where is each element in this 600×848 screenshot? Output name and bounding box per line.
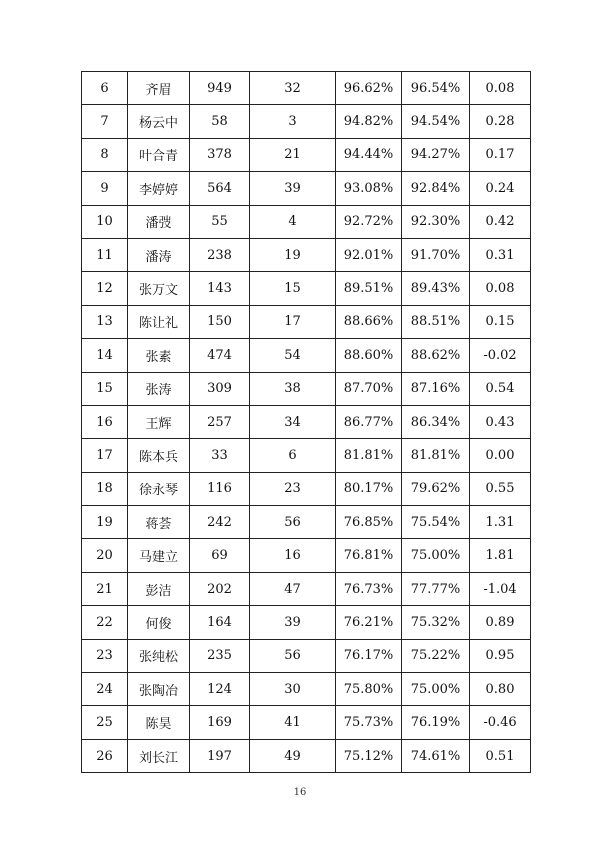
table-row	[82, 72, 531, 105]
count-cell: 474	[190, 339, 250, 372]
table-row	[82, 673, 531, 706]
rate-b-cell: 89.43%	[402, 272, 470, 305]
rank-cell: 20	[82, 539, 128, 572]
name-cell: 蒋荟	[128, 506, 190, 539]
diff-cell: 0.95	[470, 639, 531, 672]
diff-cell: -0.02	[470, 339, 531, 372]
count-cell: 242	[190, 506, 250, 539]
count-cell: 378	[190, 138, 250, 171]
rate-b-cell: 91.70%	[402, 238, 470, 271]
rate-b-cell: 76.19%	[402, 706, 470, 739]
diff-cell: 0.51	[470, 739, 531, 772]
name-cell: 张素	[128, 339, 190, 372]
count-cell: 197	[190, 739, 250, 772]
count-cell: 169	[190, 706, 250, 739]
name-cell: 潘弢	[128, 205, 190, 238]
count-cell: 257	[190, 405, 250, 438]
name-cell: 杨云中	[128, 105, 190, 138]
diff-cell: 0.43	[470, 405, 531, 438]
name-cell: 陈让礼	[128, 305, 190, 338]
count-cell: 143	[190, 272, 250, 305]
table-row	[82, 405, 531, 438]
sub-count-cell: 56	[250, 639, 336, 672]
table-row	[82, 238, 531, 271]
sub-count-cell: 6	[250, 439, 336, 472]
sub-count-cell: 41	[250, 706, 336, 739]
rank-cell: 16	[82, 405, 128, 438]
sub-count-cell: 39	[250, 172, 336, 205]
diff-cell: 0.15	[470, 305, 531, 338]
count-cell: 235	[190, 639, 250, 672]
rank-cell: 18	[82, 472, 128, 505]
table-row	[82, 339, 531, 372]
rate-a-cell: 96.62%	[336, 72, 402, 105]
rate-a-cell: 76.81%	[336, 539, 402, 572]
table-row	[82, 172, 531, 205]
sub-count-cell: 34	[250, 405, 336, 438]
count-cell: 164	[190, 606, 250, 639]
table-row	[82, 105, 531, 138]
sub-count-cell: 30	[250, 673, 336, 706]
name-cell: 张涛	[128, 372, 190, 405]
rate-a-cell: 93.08%	[336, 172, 402, 205]
rate-b-cell: 79.62%	[402, 472, 470, 505]
table-row	[82, 739, 531, 772]
rank-cell: 7	[82, 105, 128, 138]
sub-count-cell: 17	[250, 305, 336, 338]
diff-cell: 1.81	[470, 539, 531, 572]
table-row	[82, 606, 531, 639]
table-row	[82, 706, 531, 739]
rank-cell: 17	[82, 439, 128, 472]
sub-count-cell: 38	[250, 372, 336, 405]
table-row	[82, 138, 531, 171]
rate-a-cell: 75.80%	[336, 673, 402, 706]
rank-cell: 15	[82, 372, 128, 405]
diff-cell: 0.54	[470, 372, 531, 405]
sub-count-cell: 21	[250, 138, 336, 171]
name-cell: 彭洁	[128, 572, 190, 605]
count-cell: 33	[190, 439, 250, 472]
sub-count-cell: 47	[250, 572, 336, 605]
count-cell: 238	[190, 238, 250, 271]
rate-a-cell: 76.17%	[336, 639, 402, 672]
rate-a-cell: 94.44%	[336, 138, 402, 171]
rate-a-cell: 86.77%	[336, 405, 402, 438]
name-cell: 张万文	[128, 272, 190, 305]
rate-a-cell: 88.66%	[336, 305, 402, 338]
diff-cell: 0.42	[470, 205, 531, 238]
rate-a-cell: 88.60%	[336, 339, 402, 372]
score-table	[81, 71, 531, 773]
diff-cell: 0.00	[470, 439, 531, 472]
rate-b-cell: 96.54%	[402, 72, 470, 105]
table-row	[82, 439, 531, 472]
table-row	[82, 472, 531, 505]
rate-a-cell: 87.70%	[336, 372, 402, 405]
rate-a-cell: 76.85%	[336, 506, 402, 539]
rank-cell: 25	[82, 706, 128, 739]
rate-b-cell: 77.77%	[402, 572, 470, 605]
sub-count-cell: 56	[250, 506, 336, 539]
name-cell: 潘涛	[128, 238, 190, 271]
rank-cell: 13	[82, 305, 128, 338]
rate-b-cell: 75.22%	[402, 639, 470, 672]
sub-count-cell: 19	[250, 238, 336, 271]
count-cell: 116	[190, 472, 250, 505]
count-cell: 124	[190, 673, 250, 706]
diff-cell: 0.55	[470, 472, 531, 505]
name-cell: 叶合青	[128, 138, 190, 171]
sub-count-cell: 49	[250, 739, 336, 772]
rate-b-cell: 87.16%	[402, 372, 470, 405]
rate-b-cell: 75.00%	[402, 673, 470, 706]
count-cell: 55	[190, 205, 250, 238]
sub-count-cell: 23	[250, 472, 336, 505]
diff-cell: 0.17	[470, 138, 531, 171]
rank-cell: 8	[82, 138, 128, 171]
count-cell: 69	[190, 539, 250, 572]
name-cell: 徐永琴	[128, 472, 190, 505]
name-cell: 何俊	[128, 606, 190, 639]
rate-b-cell: 94.27%	[402, 138, 470, 171]
sub-count-cell: 3	[250, 105, 336, 138]
rate-a-cell: 92.01%	[336, 238, 402, 271]
diff-cell: -1.04	[470, 572, 531, 605]
table-body	[82, 72, 531, 773]
rate-b-cell: 92.84%	[402, 172, 470, 205]
rate-a-cell: 75.73%	[336, 706, 402, 739]
table-row	[82, 572, 531, 605]
rate-a-cell: 92.72%	[336, 205, 402, 238]
rate-a-cell: 76.73%	[336, 572, 402, 605]
table-row	[82, 305, 531, 338]
rate-b-cell: 81.81%	[402, 439, 470, 472]
diff-cell: 0.80	[470, 673, 531, 706]
diff-cell: 0.08	[470, 272, 531, 305]
sub-count-cell: 32	[250, 72, 336, 105]
count-cell: 58	[190, 105, 250, 138]
rate-a-cell: 94.82%	[336, 105, 402, 138]
diff-cell: 0.31	[470, 238, 531, 271]
count-cell: 949	[190, 72, 250, 105]
sub-count-cell: 39	[250, 606, 336, 639]
rate-b-cell: 88.51%	[402, 305, 470, 338]
diff-cell: 0.24	[470, 172, 531, 205]
count-cell: 564	[190, 172, 250, 205]
rate-b-cell: 75.32%	[402, 606, 470, 639]
rank-cell: 6	[82, 72, 128, 105]
count-cell: 150	[190, 305, 250, 338]
diff-cell: 0.89	[470, 606, 531, 639]
rate-a-cell: 81.81%	[336, 439, 402, 472]
diff-cell: -0.46	[470, 706, 531, 739]
rank-cell: 24	[82, 673, 128, 706]
name-cell: 张纯松	[128, 639, 190, 672]
rate-b-cell: 75.00%	[402, 539, 470, 572]
sub-count-cell: 16	[250, 539, 336, 572]
name-cell: 齐眉	[128, 72, 190, 105]
name-cell: 刘长江	[128, 739, 190, 772]
rate-b-cell: 75.54%	[402, 506, 470, 539]
rank-cell: 19	[82, 506, 128, 539]
sub-count-cell: 54	[250, 339, 336, 372]
rank-cell: 22	[82, 606, 128, 639]
count-cell: 202	[190, 572, 250, 605]
rate-b-cell: 94.54%	[402, 105, 470, 138]
name-cell: 陈本兵	[128, 439, 190, 472]
sub-count-cell: 15	[250, 272, 336, 305]
diff-cell: 1.31	[470, 506, 531, 539]
table-row	[82, 205, 531, 238]
rate-a-cell: 89.51%	[336, 272, 402, 305]
table-row	[82, 372, 531, 405]
rate-b-cell: 86.34%	[402, 405, 470, 438]
table-row	[82, 639, 531, 672]
rate-b-cell: 92.30%	[402, 205, 470, 238]
diff-cell: 0.08	[470, 72, 531, 105]
table-row	[82, 272, 531, 305]
name-cell: 王辉	[128, 405, 190, 438]
rank-cell: 9	[82, 172, 128, 205]
rank-cell: 21	[82, 572, 128, 605]
rank-cell: 23	[82, 639, 128, 672]
rate-a-cell: 75.12%	[336, 739, 402, 772]
sub-count-cell: 4	[250, 205, 336, 238]
name-cell: 马建立	[128, 539, 190, 572]
rank-cell: 26	[82, 739, 128, 772]
rate-a-cell: 80.17%	[336, 472, 402, 505]
table-row	[82, 506, 531, 539]
rate-b-cell: 74.61%	[402, 739, 470, 772]
name-cell: 张陶冶	[128, 673, 190, 706]
rate-b-cell: 88.62%	[402, 339, 470, 372]
page-number: 16	[293, 787, 307, 798]
rank-cell: 11	[82, 238, 128, 271]
diff-cell: 0.28	[470, 105, 531, 138]
count-cell: 309	[190, 372, 250, 405]
rank-cell: 10	[82, 205, 128, 238]
rate-a-cell: 76.21%	[336, 606, 402, 639]
table-row	[82, 539, 531, 572]
name-cell: 李婷婷	[128, 172, 190, 205]
name-cell: 陈昊	[128, 706, 190, 739]
rank-cell: 12	[82, 272, 128, 305]
rank-cell: 14	[82, 339, 128, 372]
